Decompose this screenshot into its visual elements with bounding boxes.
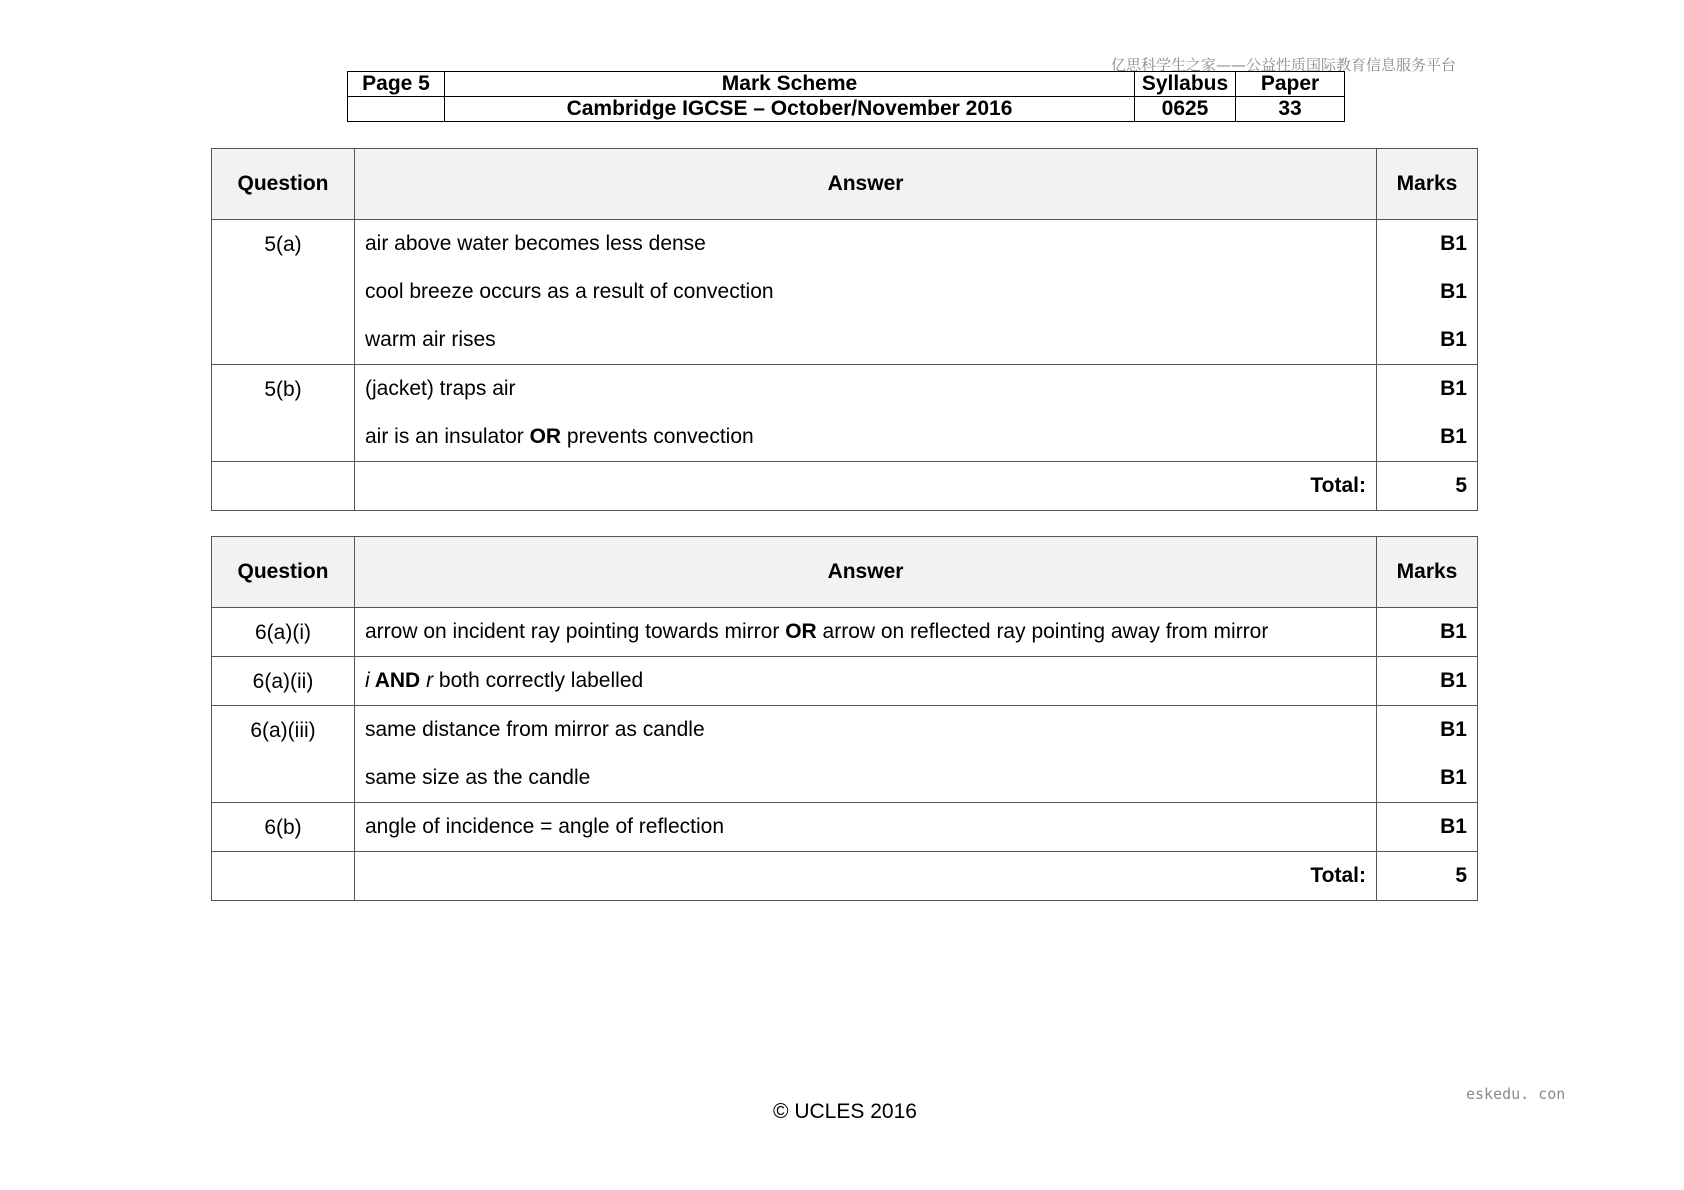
answer-line: warm air rises bbox=[365, 328, 496, 351]
total-label: Total: bbox=[355, 852, 1377, 901]
answer-text: both correctly labelled bbox=[433, 669, 644, 692]
table-row bbox=[212, 706, 1478, 803]
question-number: 6(a)(iii) bbox=[212, 706, 355, 803]
table-row bbox=[212, 608, 1478, 657]
column-header-marks: Marks bbox=[1377, 149, 1478, 220]
mark-scheme-table-6 bbox=[211, 536, 1478, 901]
answer-line: same distance from mirror as candle bbox=[365, 718, 705, 741]
exam-name: Cambridge IGCSE – October/November 2016 bbox=[445, 97, 1135, 122]
empty-cell bbox=[212, 852, 355, 901]
answer-line: (jacket) traps air bbox=[365, 377, 516, 400]
question-number: 5(a) bbox=[212, 220, 355, 365]
marks-cell bbox=[1377, 220, 1478, 365]
table-row bbox=[212, 657, 1478, 706]
answer-keyword: OR bbox=[529, 425, 562, 448]
mark-value: B1 bbox=[1440, 425, 1467, 448]
total-row bbox=[212, 462, 1478, 511]
answer-cell bbox=[355, 365, 1377, 462]
paper-label: Paper bbox=[1236, 72, 1345, 97]
mark-value: B1 bbox=[1440, 328, 1467, 351]
answer-line: cool breeze occurs as a result of convection bbox=[365, 280, 774, 303]
marks-cell bbox=[1377, 365, 1478, 462]
answer-text: air is an insulator bbox=[365, 425, 530, 448]
marks-cell bbox=[1377, 803, 1478, 852]
mark-value: B1 bbox=[1440, 232, 1467, 255]
total-value: 5 bbox=[1377, 852, 1478, 901]
syllabus-label: Syllabus bbox=[1135, 72, 1236, 97]
answer-text: prevents convection bbox=[561, 425, 754, 448]
empty-cell bbox=[212, 462, 355, 511]
answer-keyword: AND bbox=[369, 669, 427, 692]
page-header-table bbox=[347, 71, 1345, 122]
answer-line: air above water becomes less dense bbox=[365, 232, 706, 255]
column-header-answer: Answer bbox=[355, 537, 1377, 608]
answer-line bbox=[355, 608, 1376, 656]
answer-keyword: OR bbox=[785, 620, 817, 643]
mark-value: B1 bbox=[1440, 718, 1467, 741]
symbol-i: i bbox=[365, 669, 370, 692]
question-number: 6(a)(i) bbox=[212, 608, 355, 657]
page-number: Page 5 bbox=[348, 72, 445, 97]
copyright-footer: © UCLES 2016 bbox=[773, 1100, 917, 1123]
marks-cell bbox=[1377, 706, 1478, 803]
total-value: 5 bbox=[1377, 462, 1478, 511]
mark-value: B1 bbox=[1440, 280, 1467, 303]
mark-value: B1 bbox=[1440, 669, 1467, 692]
answer-cell bbox=[355, 706, 1377, 803]
question-number: 5(b) bbox=[212, 365, 355, 462]
mark-value: B1 bbox=[1440, 620, 1467, 643]
mark-scheme-table-5 bbox=[211, 148, 1478, 511]
answer-text: arrow on reflected ray pointing away from mirror bbox=[816, 620, 1269, 643]
column-header-answer: Answer bbox=[355, 149, 1377, 220]
marks-cell bbox=[1377, 657, 1478, 706]
question-number: 6(a)(ii) bbox=[212, 657, 355, 706]
mark-value: B1 bbox=[1440, 815, 1467, 838]
answer-line bbox=[355, 657, 1376, 705]
column-header-question: Question bbox=[212, 149, 355, 220]
answer-cell bbox=[355, 220, 1377, 365]
total-row bbox=[212, 852, 1478, 901]
table-row bbox=[212, 220, 1478, 365]
watermark-site: eskedu. con bbox=[1466, 1085, 1566, 1103]
table-row bbox=[212, 803, 1478, 852]
column-header-question: Question bbox=[212, 537, 355, 608]
answer-cell bbox=[355, 657, 1377, 706]
total-label: Total: bbox=[355, 462, 1377, 511]
answer-line bbox=[355, 413, 1376, 461]
marks-cell bbox=[1377, 608, 1478, 657]
page-number-empty bbox=[348, 97, 445, 122]
answer-text: arrow on incident ray pointing towards mirror bbox=[365, 620, 786, 643]
mark-value: B1 bbox=[1440, 377, 1467, 400]
paper-number: 33 bbox=[1236, 97, 1345, 122]
mark-value: B1 bbox=[1440, 766, 1467, 789]
symbol-r: r bbox=[426, 669, 434, 692]
column-header-marks: Marks bbox=[1377, 537, 1478, 608]
table-row bbox=[212, 365, 1478, 462]
question-number: 6(b) bbox=[212, 803, 355, 852]
syllabus-code: 0625 bbox=[1135, 97, 1236, 122]
answer-cell bbox=[355, 608, 1377, 657]
answer-line: angle of incidence = angle of reflection bbox=[365, 815, 724, 838]
answer-line: same size as the candle bbox=[365, 766, 591, 789]
answer-cell bbox=[355, 803, 1377, 852]
watermark-text: 亿思科学生之家——公益性质国际教育信息服务平台 bbox=[1110, 56, 1456, 74]
document-title: Mark Scheme bbox=[445, 72, 1135, 97]
